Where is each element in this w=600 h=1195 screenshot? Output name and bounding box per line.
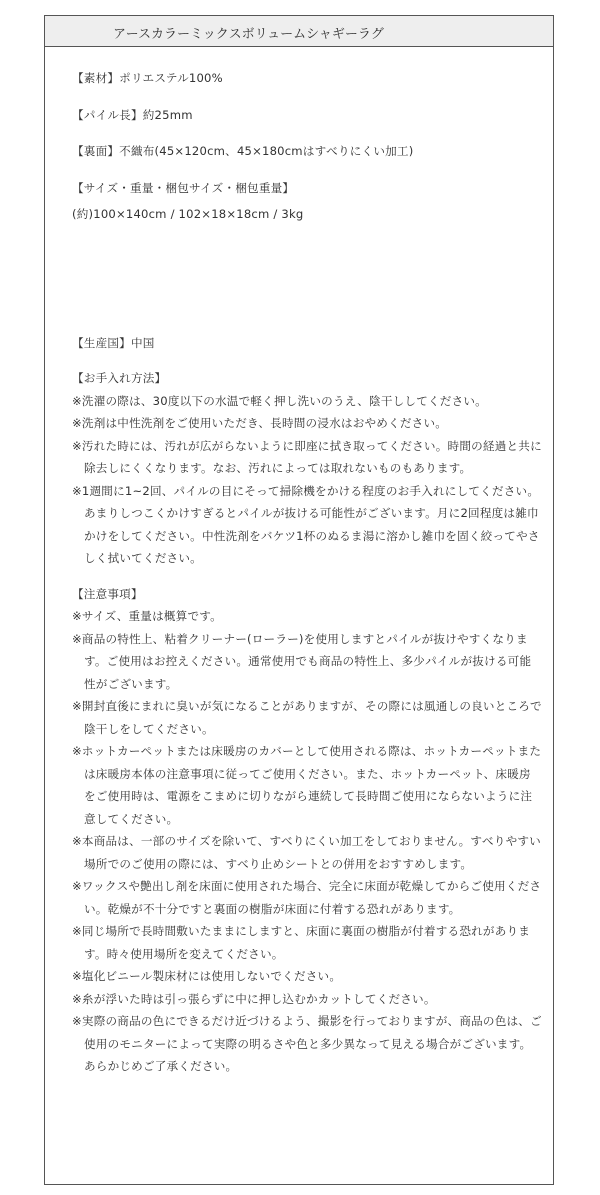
cautions-title: 【注意事項】 <box>72 586 143 601</box>
caution-item: ※実際の商品の色にできるだけ近づけるよう、撮影を行っておりますが、商品の色は、ご使用のモニターによって実際の明るさや色と多少異なって見える場合がございます。あらかじめご了承ください。 <box>72 1014 542 1073</box>
product-info-panel <box>44 15 554 1185</box>
care-title: 【お手入れ方法】 <box>72 371 167 385</box>
spec-pile-length: 【パイル長】約25mm <box>72 107 193 122</box>
caution-item: ※ワックスや艶出し剤を床面に使用された場合、完全に床面が乾燥してからご使用ください。乾燥が不十分ですと裏面の樹脂が床面に付着する恐れがあります。 <box>72 879 542 916</box>
caution-item: ※本商品は、一部のサイズを除いて、すべりにくい加工をしておりません。すべりやすい場所でのご使用の際には、すべり止めシートとの併用をおすすめします。 <box>72 834 541 871</box>
spec-size-value: (約)100×140cm / 102×18×18cm / 3kg <box>72 207 304 221</box>
caution-item: ※塩化ビニール製床材には使用しないでください。 <box>72 969 342 983</box>
panel-header <box>45 16 553 47</box>
care-item: ※洗剤は中性洗剤をご使用いただき、長時間の浸水はおやめください。 <box>72 416 448 430</box>
spec-material: 【素材】ポリエステル100% <box>72 71 223 85</box>
caution-item: ※同じ場所で長時間敷いたままにしますと、床面に裏面の樹脂が付着する恐れがあります。時々使用場所を変えてください。 <box>72 924 531 961</box>
spec-backing: 【裏面】不織布(45×120cm、45×180cmはすべりにくい加工) <box>72 144 414 158</box>
care-item: ※洗濯の際は、30度以下の水温で軽く押し洗いのうえ、陰干ししてください。 <box>72 393 487 408</box>
caution-item: ※サイズ、重量は概算です。 <box>72 609 222 623</box>
spec-origin: 【生産国】中国 <box>72 335 155 350</box>
product-details <box>72 67 542 1078</box>
caution-item: ※糸が浮いた時は引っ張らずに中に押し込むかカットしてください。 <box>72 991 436 1006</box>
caution-item: ※ホットカーペットまたは床暖房のカバーとして使用される際は、ホットカーペットまたは床暖房本体の注意事項に従ってご使用ください。また、ホットカーペット、床暖房をご使用時は、電源をこまめに切りながら連続して長時間ご使用にならないように注意してください。 <box>72 744 542 826</box>
care-item: ※1週間に1~2回、パイルの目にそって掃除機をかける程度のお手入れにしてください。あまりしつこくかけすぎるとパイルが抜ける可能性がございます。月に2回程度は雑巾かけをしてください。中性洗剤をバケツ1杯のぬるま湯に溶かし雑巾を固く絞ってやさしく拭いてください。 <box>72 483 540 565</box>
care-item: ※汚れた時には、汚れが広がらないように即座に拭き取ってください。時間の経過と共に除去しにくくなります。なお、汚れによっては取れないものもあります。 <box>72 438 542 475</box>
product-title: アースカラーミックスボリュームシャギーラグ <box>113 27 384 42</box>
caution-item: ※商品の特性上、粘着クリーナー(ローラー)を使用しますとパイルが抜けやすくなります。ご使用はお控えください。通常使用でも商品の特性上、多少パイルが抜ける可能性がございます。 <box>72 631 532 691</box>
spec-size-heading: 【サイズ・重量・梱包サイズ・梱包重量】 <box>72 180 295 195</box>
caution-item: ※開封直後にまれに臭いが気になることがありますが、その際には風通しの良いところで陰干しをしてください。 <box>72 699 542 736</box>
